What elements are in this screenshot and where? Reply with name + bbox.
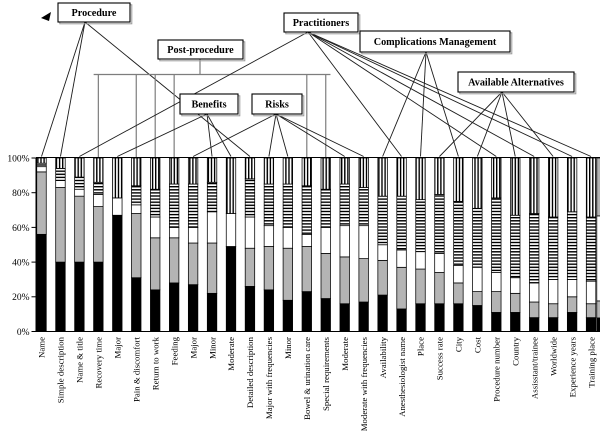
- bar-segment-solid-black: [567, 312, 577, 331]
- bar-segment-vertical-stripes: [37, 158, 47, 163]
- category-label: Procedure number: [491, 337, 502, 402]
- bar-segment-solid-gray: [321, 253, 331, 298]
- bar-segment-horizontal-stripes: [94, 182, 104, 194]
- bar-segment-vertical-stripes: [435, 158, 445, 194]
- category-label: Anesthesiologist name: [396, 337, 407, 417]
- bar-segment-solid-black: [264, 290, 274, 332]
- bar-segment-solid-black: [56, 262, 65, 331]
- category-label: Minor: [207, 337, 218, 359]
- bar-segment-vertical-stripes: [548, 158, 558, 217]
- connector-line: [207, 114, 231, 157]
- category-label: Major: [188, 337, 199, 359]
- bar-segment-solid-gray: [435, 273, 445, 304]
- category-label: Moderate with frequencies: [358, 337, 369, 432]
- bar-segment-solid-black: [37, 234, 47, 331]
- bar-segment-horizontal-stripes: [548, 217, 558, 279]
- bar-segment-horizontal-stripes: [207, 182, 217, 211]
- category-label: Simple description: [55, 337, 66, 404]
- connector-line: [60, 22, 85, 157]
- bar-segment-solid-gray: [567, 297, 577, 313]
- bar-segment-vertical-stripes: [264, 158, 274, 184]
- bar-segment-solid-black: [529, 318, 539, 332]
- category-label: Special requirements: [320, 337, 331, 412]
- bar-segment-horizontal-stripes: [416, 200, 426, 252]
- bar-segment-solid-gray: [511, 293, 521, 312]
- bar-segment-solid-gray: [56, 187, 65, 262]
- connector-line: [276, 114, 364, 157]
- bar-segment-solid-gray: [37, 172, 47, 234]
- bar-segment-solid-black: [75, 262, 85, 331]
- category-label: Detailed description: [245, 337, 256, 409]
- bar-segment-horizontal-stripes: [567, 212, 577, 280]
- bar-segment-horizontal-stripes: [169, 184, 179, 227]
- bar-segment-solid-black: [207, 293, 217, 331]
- category-label: City: [453, 337, 464, 353]
- category-label: Training place: [586, 337, 597, 388]
- bar-segment-vertical-stripes: [378, 158, 388, 196]
- category-label: Place: [415, 337, 426, 357]
- cursor-arrowhead-icon: [41, 12, 51, 21]
- connector-line: [426, 52, 458, 157]
- group-box-label: Risks: [265, 99, 289, 111]
- bar-segment-solid-black: [416, 304, 426, 332]
- bar-segment-solid-black: [94, 262, 104, 331]
- bar-segment-solid-gray: [94, 207, 104, 263]
- bar-segment-vertical-stripes: [132, 158, 142, 186]
- bar-segment-horizontal-stripes: [340, 184, 350, 226]
- bar-segment-solid-gray: [454, 283, 464, 304]
- bar-segment-solid-black: [492, 312, 502, 331]
- bar-segment-solid-black: [226, 246, 236, 331]
- bar-segment-white: [56, 181, 65, 188]
- bar-segment-solid-black: [359, 302, 369, 331]
- bar-segment-solid-gray: [132, 214, 142, 278]
- bar-segment-horizontal-stripes: [283, 184, 293, 227]
- bar-segment-vertical-stripes: [302, 158, 312, 186]
- bar-segment-solid-black: [302, 292, 312, 332]
- group-box-label: Available Alternatives: [468, 77, 564, 89]
- bar-segment-vertical-stripes: [454, 158, 464, 201]
- bar-segment-horizontal-stripes: [397, 196, 407, 250]
- bar-segment-solid-black: [454, 304, 464, 332]
- bar-segment-solid-black: [473, 305, 483, 331]
- connector-line: [477, 92, 502, 157]
- bar-segment-horizontal-stripes: [188, 184, 198, 227]
- bar-segment-white: [473, 267, 483, 291]
- bar-segment-white: [207, 212, 217, 243]
- bar-segment-solid-gray: [359, 259, 369, 302]
- category-label: Moderate: [226, 337, 237, 371]
- category-label: Name & title: [74, 337, 85, 383]
- bar-segment-white: [264, 226, 274, 247]
- bar-segment-solid-black: [586, 318, 596, 332]
- bar-segment-white: [37, 167, 47, 172]
- bar-segment-white: [340, 226, 350, 257]
- bar-segment-horizontal-stripes: [586, 217, 596, 281]
- bar-segment-solid-black: [435, 304, 445, 332]
- bar-segment-vertical-stripes: [113, 158, 123, 198]
- y-tick-label: 0%: [16, 327, 30, 338]
- bar-segment-white: [492, 273, 502, 292]
- bar-segment-solid-black: [113, 215, 123, 331]
- bar-segment-solid-gray: [529, 302, 539, 318]
- bar-segment-vertical-stripes: [169, 158, 179, 184]
- bar-segment-vertical-stripes: [283, 158, 293, 184]
- y-tick-label: 80%: [12, 189, 30, 200]
- bar-segment-solid-gray: [378, 260, 388, 295]
- bar-segment-white: [548, 279, 558, 303]
- bar-segment-solid-black: [150, 290, 160, 332]
- bar-segment-vertical-stripes: [321, 158, 331, 189]
- category-label: Country: [510, 337, 521, 366]
- bar-segment-horizontal-stripes: [56, 168, 65, 180]
- bar-segment-solid-gray: [492, 292, 502, 313]
- y-tick-label: 60%: [12, 223, 30, 234]
- bar-segment-horizontal-stripes: [321, 189, 331, 227]
- bar-segment-solid-gray: [188, 243, 198, 285]
- category-label: Moderate: [339, 337, 350, 371]
- bar-segment-vertical-stripes: [94, 158, 104, 182]
- bar-segment-solid-gray: [264, 246, 274, 289]
- category-label: Cost: [472, 337, 483, 354]
- bar-segment-vertical-stripes: [245, 158, 255, 179]
- connector-line: [421, 52, 427, 157]
- bar-segment-solid-gray: [150, 238, 160, 290]
- bar-segment-solid-black: [283, 300, 293, 331]
- category-label: Name: [36, 337, 47, 359]
- category-label: Worldwide: [548, 337, 559, 376]
- bar-segment-white: [454, 266, 464, 283]
- bar-segment-vertical-stripes: [586, 158, 596, 217]
- category-label: Major with frequencies: [264, 337, 275, 420]
- bar-segment-solid-black: [340, 304, 350, 332]
- connector-line: [117, 114, 207, 157]
- bar-segment-horizontal-stripes: [435, 194, 445, 253]
- bar-segment-solid-gray: [340, 257, 350, 304]
- bar-segment-horizontal-stripes: [245, 179, 255, 217]
- bar-segment-white: [94, 194, 104, 206]
- connector-line: [502, 92, 553, 157]
- bar-segment-solid-black: [169, 283, 179, 332]
- category-label: Return to work: [150, 337, 161, 391]
- bar-segment-vertical-stripes: [207, 158, 217, 182]
- bar-segment-white: [586, 281, 596, 304]
- bar-segment-white: [416, 252, 426, 269]
- bar-segment-white: [435, 253, 445, 272]
- category-label: Assisstant/trainee: [529, 337, 540, 400]
- category-label: Success rate: [434, 337, 445, 381]
- bar-segment-horizontal-stripes: [454, 201, 464, 265]
- category-label: Feeding: [169, 337, 180, 366]
- bar-segment-vertical-stripes: [340, 158, 350, 184]
- bar-segment-white: [378, 245, 388, 261]
- bar-segment-white: [245, 217, 255, 248]
- y-tick-label: 100%: [7, 154, 30, 165]
- bar-segment-solid-black: [397, 309, 407, 332]
- bar-segment-vertical-stripes: [473, 158, 483, 208]
- category-label: Availability: [377, 337, 388, 379]
- group-box-label: Procedure: [71, 8, 117, 20]
- bar-segment-solid-black: [511, 312, 521, 331]
- bar-segment-horizontal-stripes: [75, 177, 85, 189]
- bar-segment-solid-black: [378, 295, 388, 331]
- category-label: Experience years: [567, 337, 578, 398]
- bar-segment-vertical-stripes: [416, 158, 426, 200]
- category-label: Bowel & urination care: [302, 337, 312, 420]
- bar-segment-vertical-stripes: [75, 158, 85, 177]
- y-tick-label: 40%: [12, 258, 30, 269]
- category-label: Recovery time: [93, 337, 104, 389]
- bar-segment-vertical-stripes: [567, 158, 577, 212]
- bar-segment-solid-gray: [283, 248, 293, 300]
- bar-segment-solid-gray: [473, 292, 483, 306]
- connector-line: [207, 114, 212, 157]
- bar-segment-horizontal-stripes: [378, 196, 388, 245]
- bar-segment-vertical-stripes: [492, 158, 502, 198]
- bar-segment-solid-black: [188, 285, 198, 332]
- bar-segment-vertical-stripes: [150, 158, 160, 189]
- bar-segment-white: [132, 205, 142, 214]
- bar-segment-solid-black: [245, 286, 255, 331]
- bar-segment-white: [359, 226, 369, 259]
- bar-segment-horizontal-stripes: [473, 208, 483, 267]
- bar-segment-white: [75, 189, 85, 196]
- bar-segment-white: [113, 198, 123, 215]
- bar-segment-horizontal-stripes: [492, 198, 502, 273]
- bar-segment-vertical-stripes: [529, 158, 539, 214]
- bar-segment-horizontal-stripes: [132, 186, 142, 205]
- bar-segment-solid-black: [132, 278, 142, 332]
- bar-segment-solid-gray: [397, 267, 407, 309]
- bar-segment-vertical-stripes: [359, 158, 369, 187]
- bar-segment-white: [188, 227, 198, 243]
- bar-segment-horizontal-stripes: [37, 163, 47, 166]
- group-box-label: Benefits: [191, 99, 227, 111]
- connector-line: [269, 114, 276, 157]
- bar-segment-solid-gray: [75, 196, 85, 262]
- y-tick-label: 20%: [12, 293, 30, 304]
- bar-segment-solid-gray: [416, 269, 426, 304]
- bar-segment-horizontal-stripes: [150, 189, 160, 217]
- bar-segment-horizontal-stripes: [359, 187, 369, 225]
- connector-line: [42, 22, 86, 157]
- bar-segment-white: [150, 217, 160, 238]
- bar-segment-solid-gray: [548, 304, 558, 318]
- bar-segment-horizontal-stripes: [511, 215, 521, 277]
- bar-segment-horizontal-stripes: [302, 186, 312, 235]
- category-label: Minor: [283, 337, 294, 359]
- bar-segment-white: [321, 227, 331, 253]
- bar-segment-solid-gray: [302, 246, 312, 291]
- bar-segment-white: [397, 250, 407, 267]
- bar-segment-vertical-stripes: [226, 158, 236, 214]
- bar-segment-white: [567, 279, 577, 296]
- bar-segment-solid-gray: [207, 243, 217, 293]
- bar-segment-vertical-stripes: [397, 158, 407, 196]
- bar-segment-white: [529, 283, 539, 302]
- bar-segment-white: [302, 234, 312, 246]
- bar-segment-vertical-stripes: [511, 158, 521, 215]
- bar-segment-solid-gray: [169, 238, 179, 283]
- bar-segment-white: [511, 278, 521, 294]
- bar-segment-vertical-stripes: [188, 158, 198, 184]
- bar-segment-solid-gray: [586, 304, 596, 318]
- bar-segment-white: [226, 214, 236, 247]
- category-label: Pain & discomfort: [131, 337, 142, 402]
- group-box-label: Practitioners: [292, 18, 350, 30]
- bar-segment-white: [283, 227, 293, 248]
- bar-segment-horizontal-stripes: [529, 214, 539, 283]
- category-label: Major: [112, 337, 123, 359]
- bar-segment-white: [169, 227, 179, 237]
- bar-segment-horizontal-stripes: [264, 184, 274, 226]
- group-box-label: Post-procedure: [167, 45, 234, 57]
- bar-segment-vertical-stripes: [56, 158, 65, 168]
- bar-segment-solid-black: [321, 299, 331, 332]
- bar-segment-solid-black: [548, 318, 558, 332]
- group-box-label: Complications Management: [373, 37, 497, 49]
- bar-segment-solid-gray: [245, 248, 255, 286]
